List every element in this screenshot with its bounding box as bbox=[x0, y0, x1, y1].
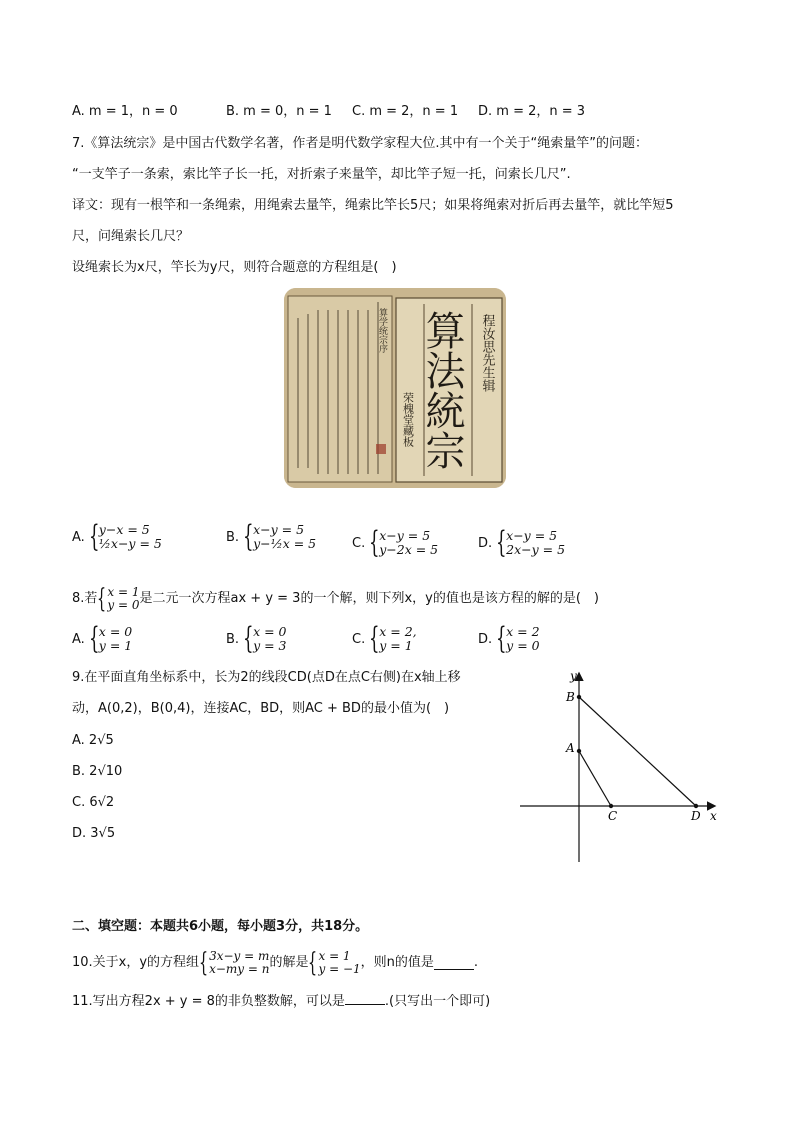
q7-option-a: A. { y−x = 5 ½x−y = 5 bbox=[72, 519, 162, 554]
q9-option-d: D. 3√5 bbox=[72, 826, 116, 841]
q11-answer-blank[interactable] bbox=[345, 992, 385, 1005]
q10-stem: 10.关于x，y的方程组 { 3x−y = m x−my = n 的解是 { x = 1 y = −1 ，则n的值是 . bbox=[72, 948, 479, 978]
point-c bbox=[609, 804, 613, 808]
segment-bd bbox=[579, 697, 696, 806]
segment-ac bbox=[579, 751, 611, 806]
q8-stem: 8.若 { x = 1 y = 0 是二元一次方程ax + y = 3的一个解，则下列x，y的值也是该方程的解的是( ) bbox=[72, 584, 599, 614]
book-author: 程汝思先生辑 bbox=[479, 314, 495, 392]
q8-option-a: A. { x = 0 y = 1 bbox=[72, 621, 133, 656]
q7-line-2: “一支竿子一条索，索比竿子长一托，对折索子来量竿，却比竿子短一托，问索长几尺”. bbox=[72, 167, 571, 182]
label-a: A bbox=[566, 741, 575, 755]
q6-option-b: B. m = 0，n = 1 bbox=[226, 104, 332, 119]
book-illustration bbox=[284, 288, 506, 488]
q6-option-a: A. m = 1，n = 0 bbox=[72, 104, 178, 119]
q8-option-b: B. { x = 0 y = 3 bbox=[226, 621, 287, 656]
q9-option-a: A. 2√5 bbox=[72, 733, 114, 748]
q9-line-2: 动，A(0,2)，B(0,4)，连接AC，BD，则AC + BD的最小值为( ) bbox=[72, 701, 450, 716]
q7-line-1: 7.《算法统宗》是中国古代数学名著，作者是明代数学家程大位.其中有一个关于“绳索量竿”的问题： bbox=[72, 136, 649, 151]
q6-option-c: C. m = 2，n = 1 bbox=[352, 104, 459, 119]
q8-option-d: D. { x = 2 y = 0 bbox=[478, 621, 540, 656]
point-a bbox=[577, 749, 581, 753]
q7-line-4: 尺，问绳索长几尺？ bbox=[72, 229, 190, 244]
book-left-text: 算学统宗序 bbox=[377, 308, 387, 353]
book-publisher: 荣槐堂藏板 bbox=[401, 392, 415, 447]
q9-coordinate-graph bbox=[516, 660, 726, 870]
label-d: D bbox=[691, 809, 701, 823]
q7-option-c: C. { x−y = 5 y−2x = 5 bbox=[352, 525, 439, 560]
book-title: 算法統宗 bbox=[419, 310, 465, 470]
q9-option-c: C. 6√2 bbox=[72, 795, 115, 810]
q9-line-1: 9.在平面直角坐标系中，长为2的线段CD(点D在点C右侧)在x轴上移 bbox=[72, 670, 461, 685]
q8-option-c: C. { x = 2, y = 1 bbox=[352, 621, 417, 656]
q7-line-3: 译文：现有一根竿和一条绳索，用绳索去量竿，绳索比竿长5尺；如果将绳索对折后再去量竿，就比竿短5 bbox=[72, 198, 674, 213]
point-b bbox=[577, 695, 581, 699]
book-image bbox=[284, 288, 506, 488]
q10-answer-blank[interactable] bbox=[434, 957, 474, 970]
label-b: B bbox=[566, 690, 575, 704]
label-c: C bbox=[608, 809, 618, 823]
point-d bbox=[694, 804, 698, 808]
q7-option-b: B. { x−y = 5 y−½x = 5 bbox=[226, 519, 317, 554]
q11-stem: 11.写出方程2x + y = 8的非负整数解，可以是 .(只写出一个即可) bbox=[72, 994, 491, 1009]
x-axis-label: x bbox=[710, 809, 717, 823]
q9-option-b: B. 2√10 bbox=[72, 764, 123, 779]
section-2-heading: 二、填空题：本题共6小题，每小题3分，共18分。 bbox=[72, 919, 369, 934]
q7-line-5: 设绳索长为x尺，竿长为y尺，则符合题意的方程组是( ) bbox=[72, 260, 397, 275]
q6-option-d: D. m = 2，n = 3 bbox=[478, 104, 586, 119]
y-axis-label: y bbox=[570, 669, 577, 683]
q7-option-d: D. { x−y = 5 2x−y = 5 bbox=[478, 525, 566, 560]
